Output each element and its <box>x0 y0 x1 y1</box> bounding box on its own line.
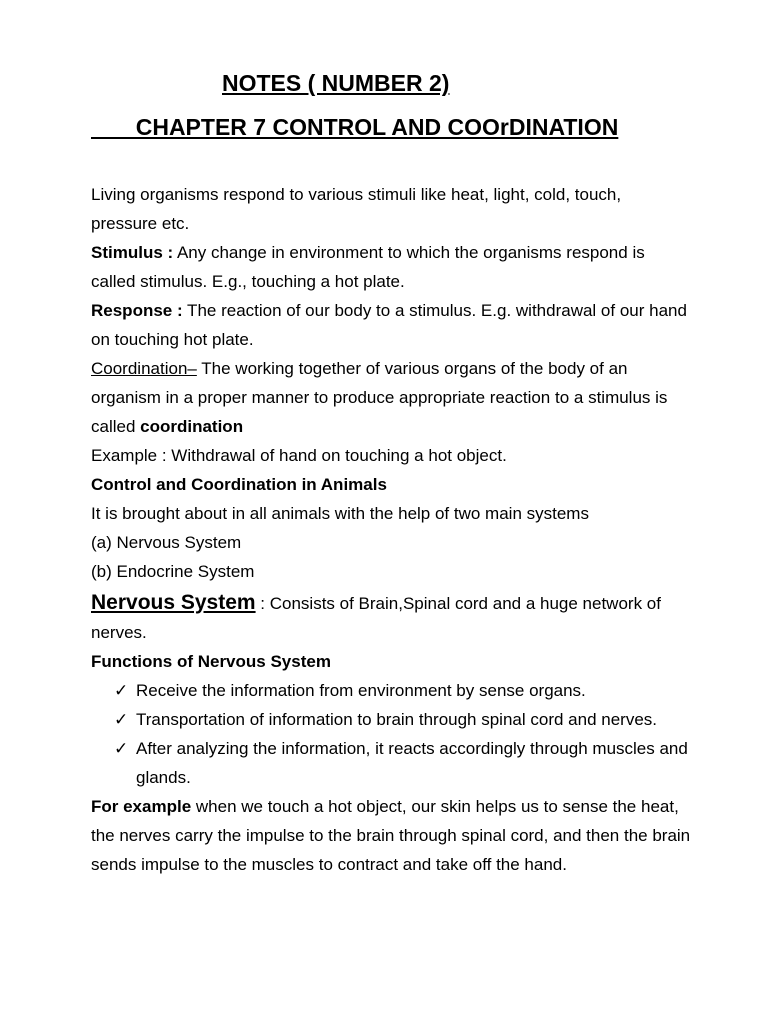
document-body <box>91 180 691 879</box>
list-item <box>114 705 691 734</box>
checkmark-icon: ✓ <box>114 681 129 700</box>
system-b: (b) Endocrine System <box>91 562 255 581</box>
list-item <box>114 734 691 792</box>
nervous-system-term: Nervous System <box>91 591 256 614</box>
coordination-text: The working together of various organs of the body of an organism in a proper manner to produce appropriate reaction to a stimulus is called <box>91 359 668 436</box>
checkmark-icon: ✓ <box>114 710 129 729</box>
example-line: Example : Withdrawal of hand on touching a hot object. <box>91 446 507 465</box>
stimulus-text: Any change in environment to which the organisms respond is called stimulus. E.g., touching a hot plate. <box>91 243 645 291</box>
system-a: (a) Nervous System <box>91 533 242 552</box>
list-item <box>114 676 691 705</box>
stimulus-term: Stimulus : <box>91 243 174 262</box>
nervous-system-text: : Consists of Brain,Spinal cord and a huge network of nerves. <box>91 594 661 642</box>
function-text: Transportation of information to brain through spinal cord and nerves. <box>136 710 657 729</box>
response-term: Response : <box>91 301 183 320</box>
functions-list <box>91 676 691 792</box>
nervous-system-definition <box>91 588 691 647</box>
functions-heading: Functions of Nervous System <box>91 652 331 671</box>
for-example-text: when we touch a hot object, our skin helps us to sense the heat, the nerves carry the impulse to the brain through spinal cord, and then the brain sends impulse to the muscles to contract and take off the hand. <box>91 797 691 874</box>
chapter-title: CHAPTER 7 CONTROL AND COOrDINATION <box>91 114 619 140</box>
for-example-paragraph <box>91 792 691 879</box>
intro-paragraph: Living organisms respond to various stimuli like heat, light, cold, touch, pressure etc. <box>91 185 622 233</box>
function-text: Receive the information from environment by sense organs. <box>136 681 586 700</box>
stimulus-definition <box>91 238 691 296</box>
response-definition <box>91 296 691 354</box>
response-text: The reaction of our body to a stimulus. E.g. withdrawal of our hand on touching hot plate. <box>91 301 687 349</box>
page-title: NOTES ( NUMBER 2) <box>222 70 450 96</box>
checkmark-icon: ✓ <box>114 739 129 758</box>
systems-intro: It is brought about in all animals with the help of two main systems <box>91 504 589 523</box>
for-example-term: For example <box>91 797 192 816</box>
control-heading: Control and Coordination in Animals <box>91 475 387 494</box>
coordination-term: Coordination– <box>91 359 197 378</box>
coordination-bold-word: coordination <box>140 417 244 436</box>
coordination-definition <box>91 354 691 441</box>
function-text: After analyzing the information, it reacts accordingly through muscles and glands. <box>136 739 688 787</box>
